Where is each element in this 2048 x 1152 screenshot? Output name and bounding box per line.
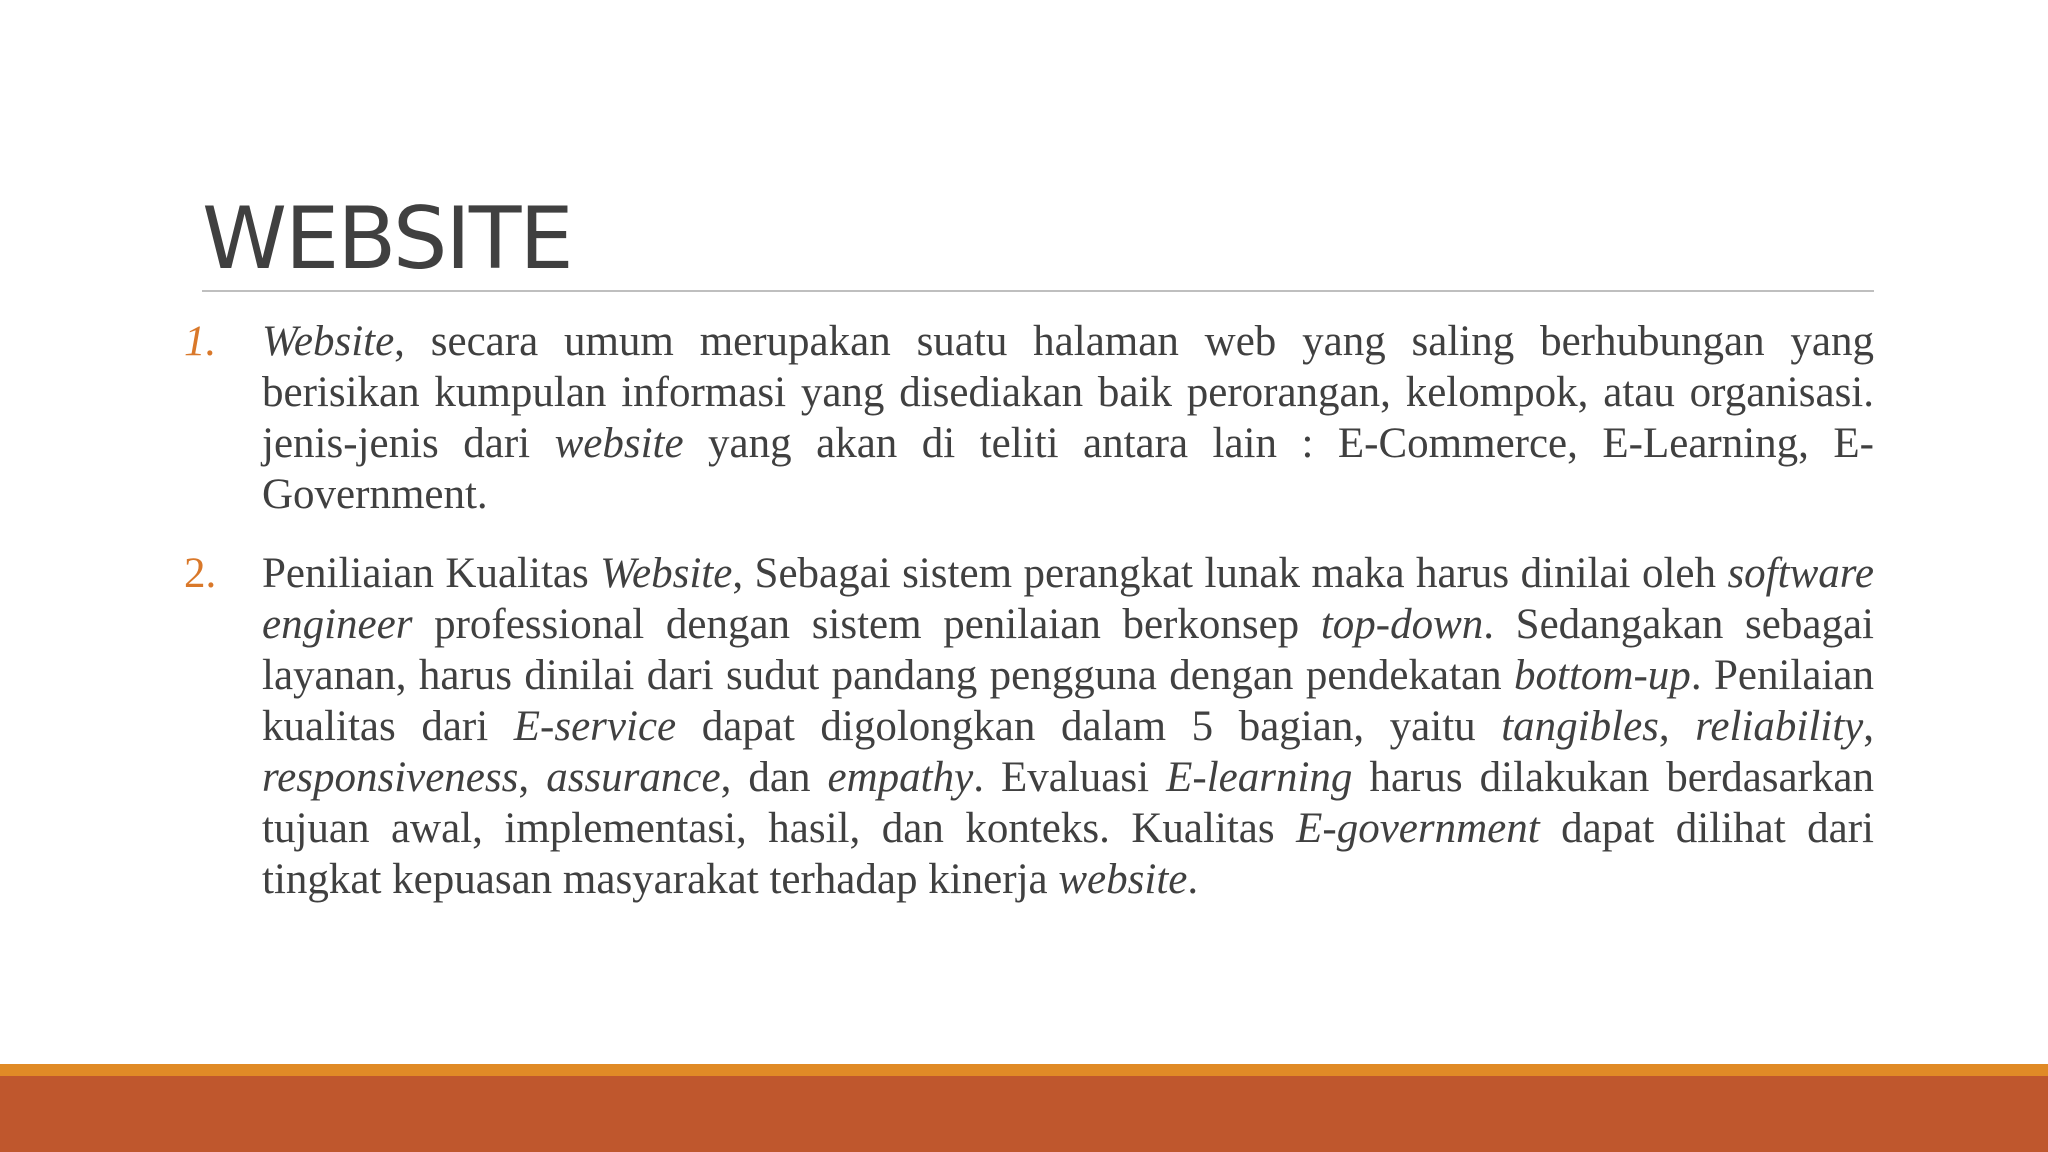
footer-orange-stripe: [0, 1064, 2048, 1076]
list-item-2-text: [262, 548, 1874, 905]
emphasis-text: E-learning: [1166, 754, 1353, 801]
body-text-run: harus dilakukan berdasarkan tujuan awal, implementasi, hasil, dan konteks. Kualitas: [262, 754, 1874, 852]
footer-red-band: [0, 1076, 2048, 1152]
emphasis-text: bottom-up: [1514, 652, 1691, 699]
emphasis-text: tangibles: [1501, 703, 1659, 750]
list-number-1: 1.: [184, 318, 217, 365]
body-text-run: . Evaluasi: [973, 754, 1167, 801]
emphasis-text: E-government: [1296, 805, 1540, 852]
body-text-run: . Penilaian kualitas dari: [262, 652, 1874, 750]
body-text-run: yang akan di teliti antara lain : E-Commerce, E-Learning, E-Government.: [262, 420, 1874, 518]
list-item-2: [180, 548, 1874, 905]
body-text-run: ,: [1863, 703, 1874, 750]
body-text-run: , secara umum merupakan suatu halaman web yang saling berhubungan yang berisikan kumpulan informasi yang disediakan baik perorangan, kelompok, atau organisasi. jenis-jenis dari: [262, 318, 1874, 467]
body-text-run: professional dengan sistem penilaian berkonsep: [412, 601, 1321, 648]
list-number-2: 2.: [184, 550, 217, 597]
emphasis-text: top-down: [1320, 601, 1484, 648]
emphasis-text: website: [554, 420, 684, 467]
body-text-run: , dan: [720, 754, 828, 801]
list-item-1: [180, 316, 1874, 520]
emphasis-text: Website: [600, 550, 733, 597]
body-text-run: dapat dilihat dari tingkat kepuasan masyarakat terhadap kinerja: [262, 805, 1874, 903]
body-text-run: ,: [1658, 703, 1696, 750]
body-text-run: .: [1187, 856, 1199, 903]
slide-title: WEBSITE: [202, 189, 572, 289]
emphasis-text: responsiveness: [262, 754, 519, 801]
emphasis-text: website: [1058, 856, 1188, 903]
list-item-1-text: [262, 316, 1874, 520]
emphasis-text: E-service: [513, 703, 677, 750]
body-text-run: . Sedangakan sebagai layanan, harus dinilai dari sudut pandang pengguna dengan pendekatan: [262, 601, 1874, 699]
emphasis-text: software engineer: [262, 550, 1874, 648]
body-text-run: dapat digolongkan dalam 5 bagian, yaitu: [676, 703, 1502, 750]
emphasis-text: empathy: [827, 754, 974, 801]
emphasis-text: Website: [262, 318, 395, 365]
body-text-run: ,: [518, 754, 547, 801]
body-text-run: Peniliaian Kualitas: [262, 550, 601, 597]
emphasis-text: reliability: [1695, 703, 1864, 750]
slide-content: [180, 316, 1874, 905]
emphasis-text: assurance: [546, 754, 721, 801]
title-underline: [202, 290, 1874, 292]
body-text-run: , Sebagai sistem perangkat lunak maka harus dinilai oleh: [732, 550, 1728, 597]
